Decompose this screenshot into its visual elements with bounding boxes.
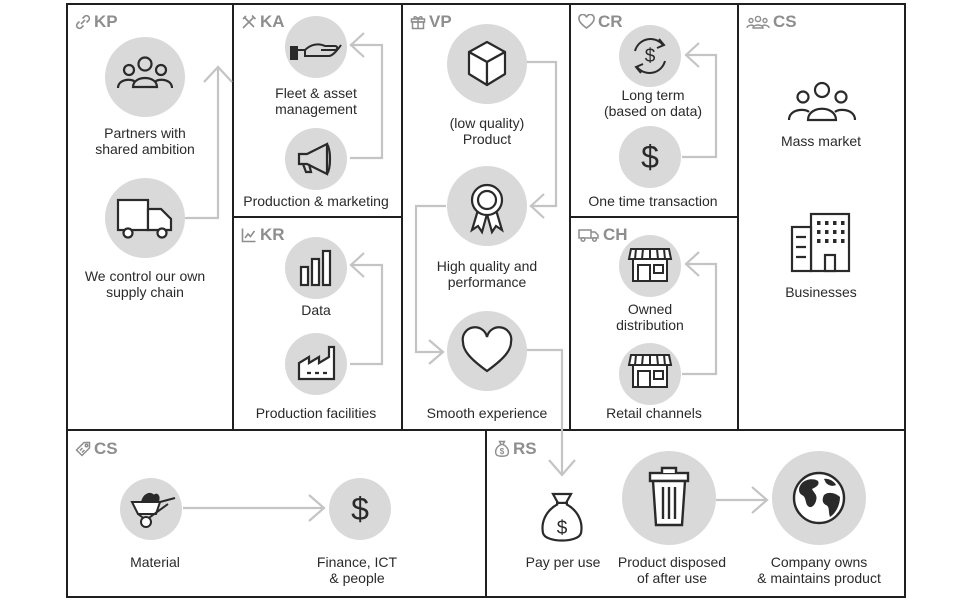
data-circle [285, 237, 347, 299]
dollar-icon [329, 478, 391, 540]
people-group-icon [105, 37, 185, 117]
header-cs-segments-label: CS [773, 12, 797, 31]
bar-chart-icon [285, 237, 347, 299]
factory-icon [285, 333, 347, 395]
partners-label: Partners with shared ambition [95, 125, 195, 157]
truck-icon [578, 227, 600, 243]
trash-can-icon [622, 451, 716, 545]
storefront-icon [619, 343, 681, 405]
heart-icon [447, 311, 527, 391]
megaphone-icon [285, 128, 347, 190]
money-bag-icon [537, 491, 587, 546]
globe-icon [772, 451, 866, 545]
money-bag-icon [494, 440, 510, 458]
gift-icon [410, 14, 426, 30]
box-icon [447, 24, 527, 104]
supply-chain-circle [105, 178, 185, 258]
tools-icon [241, 14, 257, 30]
header-kr [241, 225, 285, 245]
chart-icon [241, 227, 257, 243]
link-icon [75, 14, 91, 30]
dollar-icon [619, 126, 681, 188]
award-ribbon-icon [447, 166, 527, 246]
one-time-circle [619, 126, 681, 188]
header-cr [578, 12, 623, 32]
retail-label: Retail channels [606, 405, 702, 421]
header-vp [410, 12, 452, 32]
header-kp [75, 12, 118, 32]
header-vp-label: VP [429, 12, 452, 31]
header-ch-label: CH [603, 225, 628, 244]
high-quality-label: High quality and performance [436, 258, 538, 290]
svg-text:$: $ [644, 46, 656, 67]
disposed-label: Product disposed of after use [617, 554, 727, 586]
truck-icon [105, 178, 185, 258]
smooth-circle [447, 311, 527, 391]
material-label: Material [130, 554, 180, 570]
pay-per-use-label: Pay per use [525, 554, 601, 570]
product-label: (low quality) Product [449, 115, 525, 147]
disposed-circle [622, 451, 716, 545]
one-time-label: One time transaction [588, 193, 718, 209]
businesses-label: Businesses [785, 284, 857, 300]
header-cs-segments [746, 12, 797, 32]
svg-text:$: $ [351, 491, 369, 527]
long-term-label: Long term (based on data) [603, 87, 703, 119]
data-label: Data [301, 302, 331, 318]
header-ka [241, 12, 285, 32]
header-cr-label: CR [598, 12, 623, 31]
people-group-icon [784, 78, 860, 130]
supply-chain-label: We control our own supply chain [84, 268, 206, 300]
office-building-icon [789, 211, 853, 273]
retail-circle [619, 343, 681, 405]
header-cs-costs-label: CS [94, 439, 118, 458]
partners-circle [105, 37, 185, 117]
storefront-icon [619, 235, 681, 297]
svg-text:$: $ [641, 139, 659, 175]
header-rs-label: RS [513, 439, 537, 458]
svg-text:$: $ [556, 518, 568, 539]
facilities-circle [285, 333, 347, 395]
owned-circle [619, 235, 681, 297]
high-quality-circle [447, 166, 527, 246]
facilities-label: Production facilities [255, 405, 377, 421]
long-term-circle [619, 25, 681, 87]
header-ka-label: KA [260, 12, 285, 31]
company-owns-circle [772, 451, 866, 545]
owned-label: Owned distribution [616, 301, 684, 333]
fleet-circle [285, 16, 347, 78]
marketing-circle [285, 128, 347, 190]
mass-market-label: Mass market [780, 133, 862, 149]
people-icon [746, 14, 770, 30]
recurring-dollar-icon [619, 25, 681, 87]
heart-outline-icon [578, 14, 595, 30]
svg-text:$: $ [499, 447, 505, 456]
company-owns-label: Company owns & maintains product [757, 554, 881, 586]
header-rs [494, 439, 537, 459]
header-kr-label: KR [260, 225, 285, 244]
finance-label: Finance, ICT & people [316, 554, 398, 586]
tag-icon [75, 441, 91, 457]
marketing-label: Production & marketing [243, 193, 389, 209]
wheelbarrow-icon [120, 478, 182, 540]
fleet-label: Fleet & asset management [275, 85, 357, 117]
finance-circle [329, 478, 391, 540]
hand-icon [285, 16, 347, 78]
product-circle [447, 24, 527, 104]
material-circle [120, 478, 182, 540]
header-kp-label: KP [94, 12, 118, 31]
header-cs-costs [75, 439, 118, 459]
smooth-label: Smooth experience [426, 405, 548, 421]
